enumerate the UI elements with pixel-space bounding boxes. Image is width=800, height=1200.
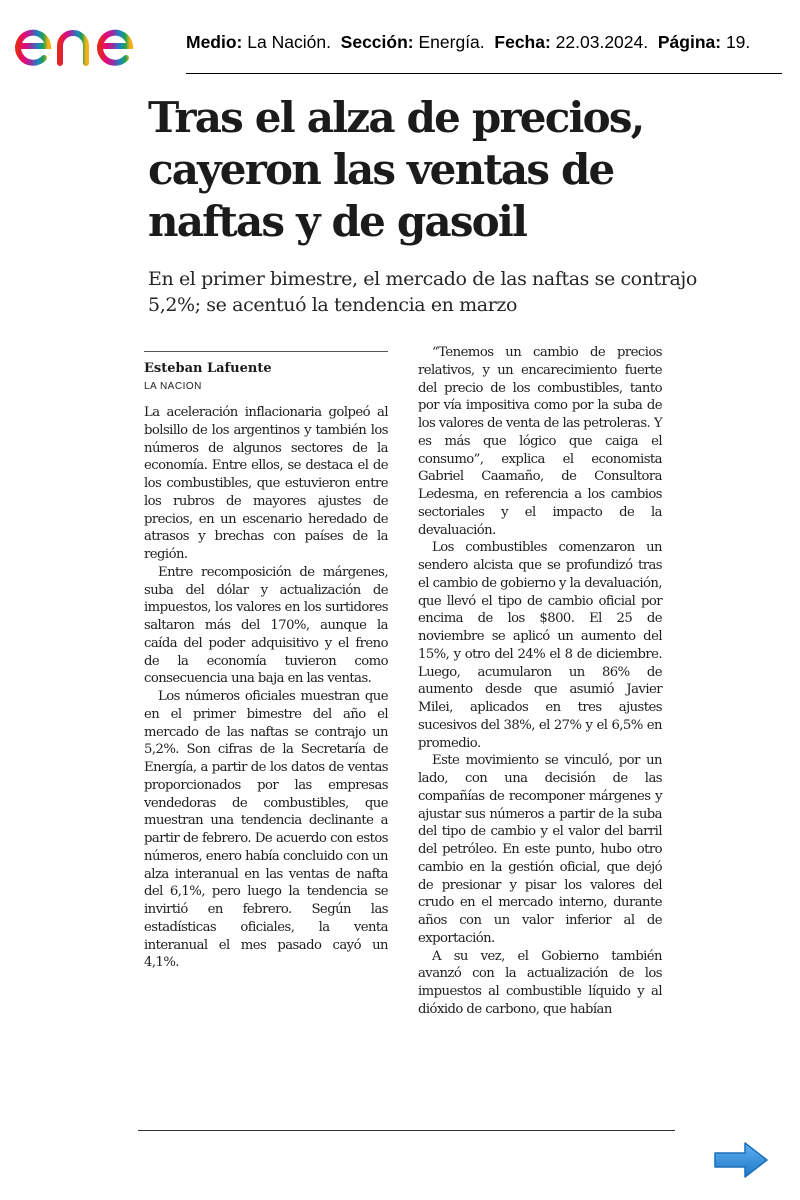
seccion-value: Energía. bbox=[418, 32, 485, 52]
pagina-value: 19. bbox=[725, 32, 751, 52]
fecha-value: 22.03.2024. bbox=[555, 32, 649, 52]
header-divider bbox=[186, 73, 782, 74]
article-column-left bbox=[144, 404, 388, 972]
seccion-label: Sección: bbox=[340, 32, 414, 52]
article-paragraph: A su vez, el Gobierno también avanzó con la actualización de los impuestos al combustible líquido y al dióxido de carbono, que habían bbox=[418, 948, 662, 1017]
article-paragraph: Este movimiento se vinculó, por un lado, con una decisión de las compañías de recomponer márgenes y ajustar sus números a partir de la suba del tipo de cambio y el valor del barril del petróleo. En este punto, hubo otro cambio en la gestión oficial, que dejó de presionar y pisar los valores del crudo en el mercado interno, durante años con un valor inferior al de exportación. bbox=[418, 753, 662, 946]
author-source: LA NACION bbox=[144, 381, 202, 392]
fecha-label: Fecha: bbox=[494, 32, 551, 52]
next-page-arrow-icon[interactable] bbox=[712, 1140, 770, 1180]
pagina-label: Página: bbox=[657, 32, 722, 52]
enel-logo bbox=[14, 8, 180, 70]
article-paragraph: Entre recomposición de márgenes, suba del dólar y actualización de impuestos, los valores en los surtidores saltaron más del 170%, aunque la caída del poder adquisitivo y el freno de la economía tuvieron como consecuencia una baja en las ventas. bbox=[144, 564, 388, 687]
article-paragraph: Los combustibles comenzaron un sendero alcista que se profundizó tras el cambio de gobierno y la devaluación, que llevó el tipo de cambio oficial por encima de los $800. El 25 de noviembre se aplicó un aumento del 15%, y otro del 24% el 8 de diciembre. Luego, acumularon un 86% de aumento desde que asumió Javier Milei, aplicados en tres ajustes sucesivos del 38%, el 27% y el 6,5% en promedio. bbox=[418, 540, 662, 751]
article-headline: Tras el alza de precios, cayeron las ventas de naftas y de gasoil bbox=[148, 93, 644, 246]
footer-divider bbox=[138, 1130, 675, 1131]
medio-value: La Nación. bbox=[247, 32, 331, 52]
clipping-metadata bbox=[186, 32, 750, 53]
article-subhead: En el primer bimestre, el mercado de las naftas se contrajo 5,2%; se acentuó la tendencia en marzo bbox=[148, 268, 697, 316]
byline-divider bbox=[144, 351, 388, 352]
clipping-header bbox=[0, 0, 800, 76]
article-column-right bbox=[418, 344, 662, 1019]
author-name: Esteban Lafuente bbox=[144, 361, 272, 376]
medio-label: Medio: bbox=[186, 32, 243, 52]
article-paragraph: La aceleración inflacionaria golpeó al bolsillo de los argentinos y también los números de algunos sectores de la economía. Entre ellos, se destaca el de los combustibles, que estuvieron entre los rubros de mayores ajustes de precios, en un escenario heredado de atrasos y brechas con países de la región. bbox=[144, 405, 388, 562]
article-paragraph: Los números oficiales muestran que en el primer bimestre del año el mercado de las naftas se contrajo un 5,2%. Son cifras de la Secretaría de Energía, a partir de los datos de ventas proporcionados por las empresas vendedoras de combustibles, que muestran una tendencia declinante a partir de febrero. De acuerdo con estos números, enero había concluido con un alza interanual en las ventas de nafta del 6,1%, pero luego la tendencia se invirtió en febrero. Según las estadísticas oficiales, la venta interanual el mes pasado cayó un 4,1%. bbox=[144, 689, 388, 971]
article-paragraph: “Tenemos un cambio de precios relativos, y un encarecimiento fuerte del precio de los combustibles, tanto por vía impositiva como por la suba de los valores de venta de las petroleras. Y es más que lógico que caiga el consumo”, explica el economista Gabriel Caamaño, de Consultora Ledesma, en referencia a los cambios sectoriales y el impacto de la devaluación. bbox=[418, 345, 662, 538]
